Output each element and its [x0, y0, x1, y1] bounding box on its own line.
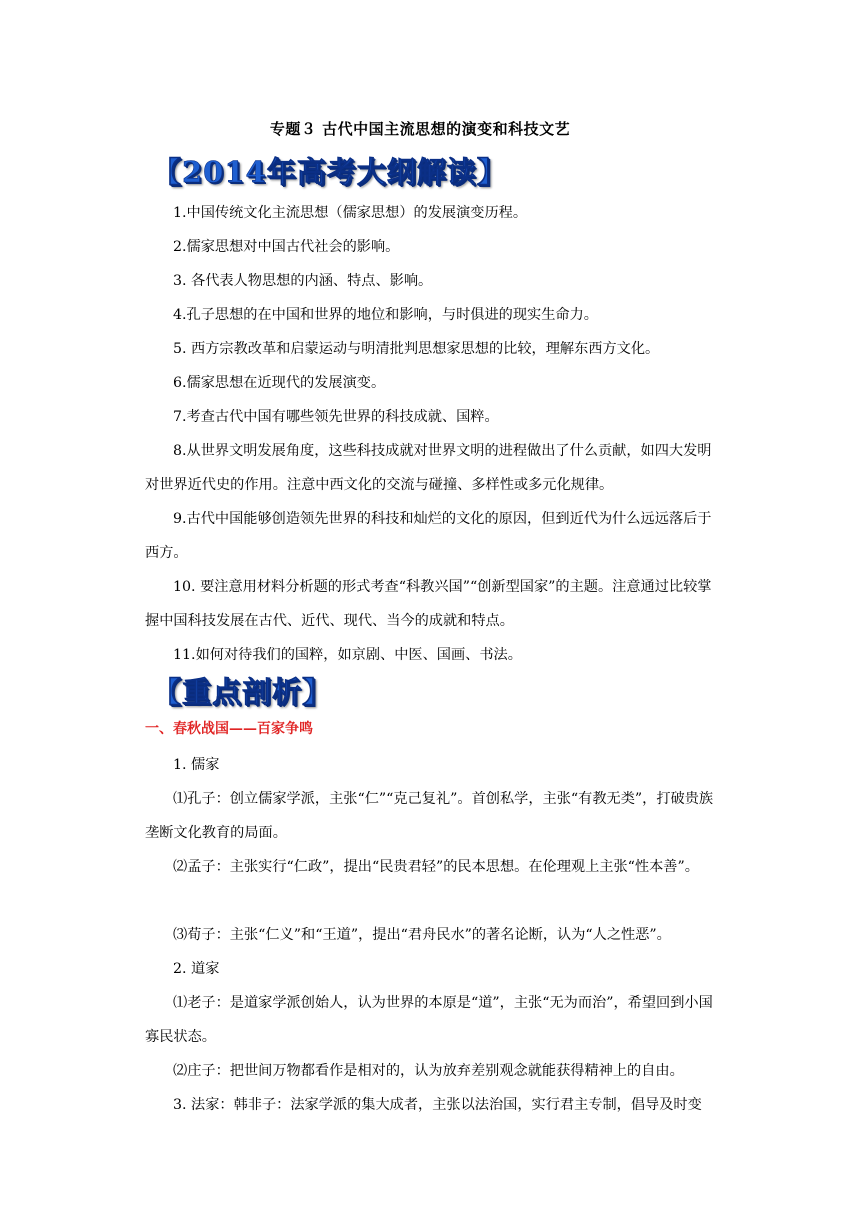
outline-item-2: 2.儒家思想对中国古代社会的影响。 — [173, 239, 400, 255]
content-item-zhuangzi: ⑵庄子：把世间万物都看作是相对的，认为放弃差别观念就能获得精神上的自由。 — [173, 1063, 684, 1079]
content-item-mencius: ⑵孟子：主张实行“仁政”，提出“民贵君轻”的民本思想。在伦理观上主张“性本善”。 — [173, 859, 699, 875]
outline-item-9: 9.古代中国能够创造领先世界的科技和灿烂的文化的原因，但到近代为什么远远落后于西方。 — [145, 511, 712, 561]
outline-item-3: 3. 各代表人物思想的内涵、特点、影响。 — [173, 273, 433, 289]
outline-item-10: 10. 要注意用材料分析题的形式考查“科教兴国”“创新型国家”的主题。注意通过比较掌握中国科技发展在古代、近代、现代、当今的成就和特点。 — [145, 579, 712, 629]
content-item-confucius: ⑴孔子：创立儒家学派，主张“仁”“克己复礼”。首创私学，主张“有教无类”，打破贵族垄断文化教育的局面。 — [145, 791, 714, 841]
outline-item-1: 1.中国传统文化主流思想（儒家思想）的发展演变历程。 — [173, 205, 528, 221]
outline-item-5: 5. 西方宗教改革和启蒙运动与明清批判思想家思想的比较，理解东西方文化。 — [173, 341, 660, 357]
content-item-laozi: ⑴老子：是道家学派创始人，认为世界的本原是“道”，主张“无为而治”，希望回到小国寡民状态。 — [145, 995, 713, 1045]
page-title: 专题３ 古代中国主流思想的演变和科技文艺 — [269, 120, 571, 138]
outline-banner: 【2014年高考大纲解读】 — [152, 155, 507, 189]
outline-item-7: 7.考查古代中国有哪些领先世界的科技成就、国粹。 — [173, 409, 499, 425]
content-item-xunzi: ⑶荀子：主张“仁义”和“王道”，提出“君舟民水”的著名论断，认为“人之性恶”。 — [173, 927, 671, 943]
key-analysis-banner: 【重点剖析】 — [152, 675, 333, 709]
outline-item-4: 4.孔子思想的在中国和世界的地位和影响，与时俱进的现实生命力。 — [173, 307, 598, 323]
content-item-legalism: 3. 法家：韩非子：法家学派的集大成者，主张以法治国，实行君主专制，倡导及时变 — [173, 1097, 702, 1113]
outline-item-8: 8.从世界文明发展角度，这些科技成就对世界文明的进程做出了什么贡献，如四大发明对世界近代史的作用。注意中西文化的交流与碰撞、多样性或多元化规律。 — [145, 443, 712, 493]
outline-item-11: 11.如何对待我们的国粹，如京剧、中医、国画、书法。 — [173, 647, 522, 663]
section-heading: 一、春秋战国——百家争鸣 — [145, 721, 313, 737]
content-item-taoism: 2. 道家 — [173, 961, 220, 977]
outline-item-6: 6.儒家思想在近现代的发展演变。 — [173, 375, 386, 391]
content-item-confucianism: 1. 儒家 — [173, 757, 220, 773]
